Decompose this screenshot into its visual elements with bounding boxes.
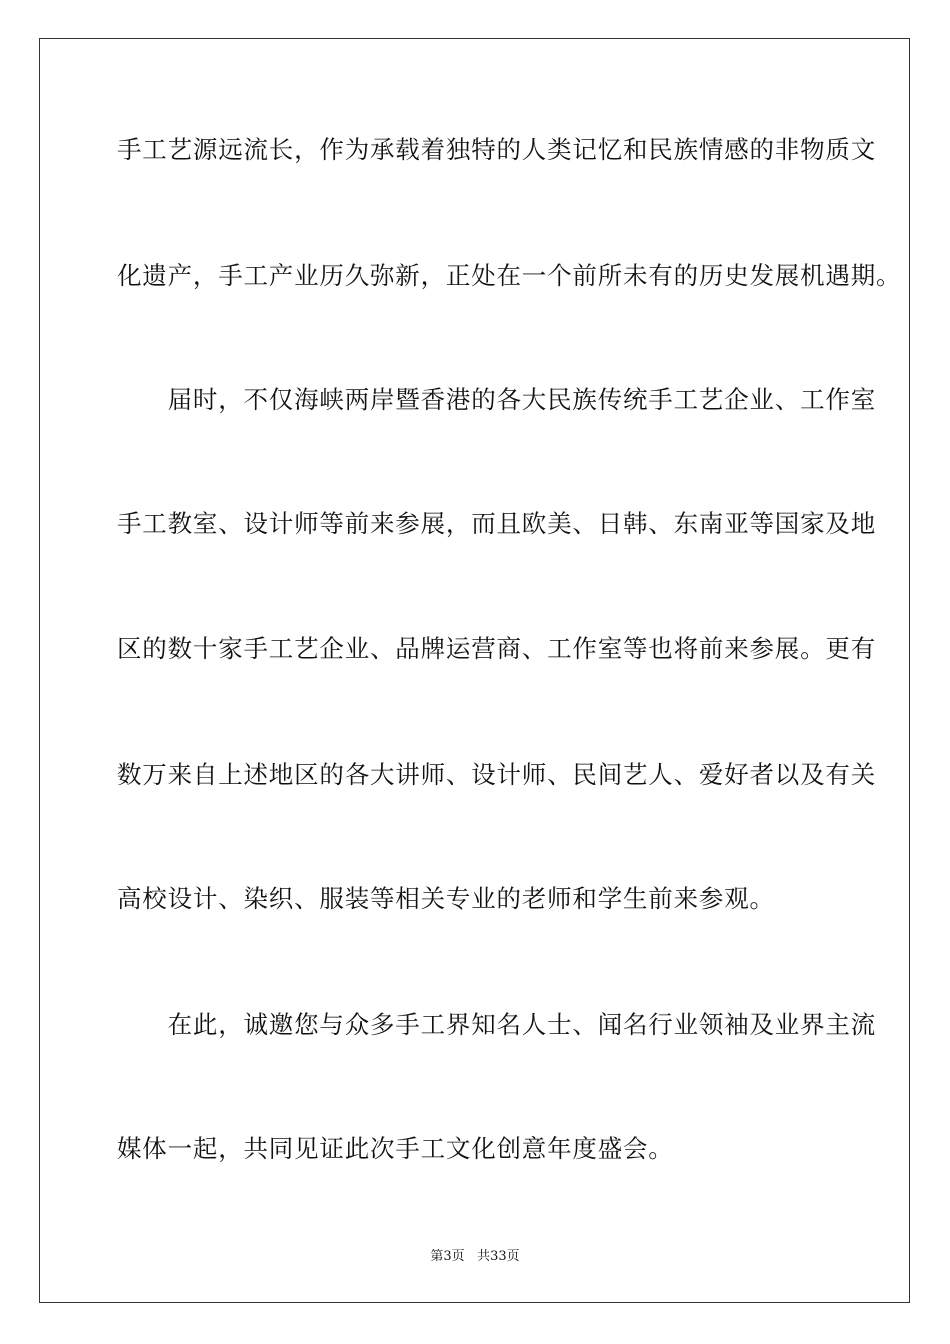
body-text-line: 在此，诚邀您与众多手工界知名人士、闻名行业领袖及业界主流 xyxy=(117,1010,876,1039)
body-text-line: 媒体一起，共同见证此次手工文化创意年度盛会。 xyxy=(117,1134,674,1163)
body-text-line: 手工教室、设计师等前来参展，而且欧美、日韩、东南亚等国家及地 xyxy=(117,509,876,538)
body-text-line: 届时，不仅海峡两岸暨香港的各大民族传统手工艺企业、工作室 xyxy=(117,385,876,414)
page-footer xyxy=(0,1248,950,1266)
body-text-line: 手工艺源远流长，作为承载着独特的人类记忆和民族情感的非物质文 xyxy=(117,135,876,164)
page-number: 第3页 xyxy=(430,1249,465,1264)
body-text-line: 高校设计、染织、服装等相关专业的老师和学生前来参观。 xyxy=(117,884,775,913)
body-text-line: 数万来自上述地区的各大讲师、设计师、民间艺人、爱好者以及有关 xyxy=(117,760,876,789)
body-text-line: 区的数十家手工艺企业、品牌运营商、工作室等也将前来参展。更有 xyxy=(117,634,876,663)
page-total: 共33页 xyxy=(477,1249,520,1264)
body-text-line: 化遗产，手工产业历久弥新，正处在一个前所未有的历史发展机遇期。 xyxy=(117,261,902,290)
page-border xyxy=(39,38,910,1303)
